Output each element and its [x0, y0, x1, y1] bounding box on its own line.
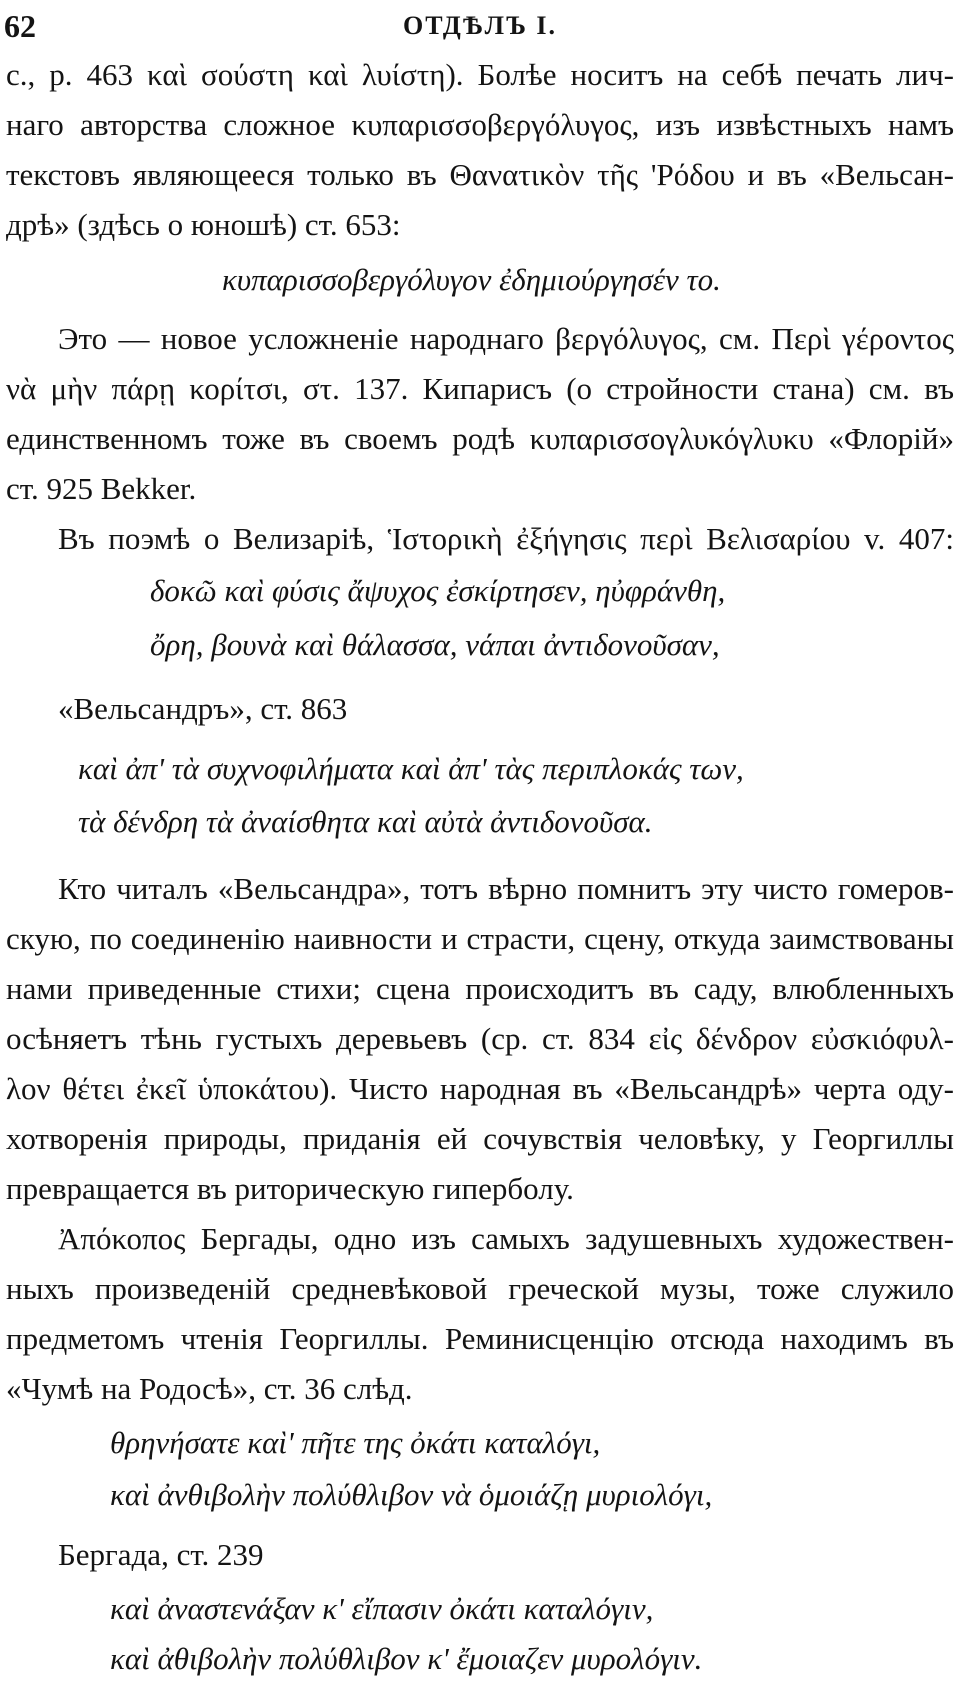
- text-line: нами приведенные стихи; сцена происходитъ въ саду, влюбленныхъ: [6, 971, 954, 1006]
- verse-line: κυπαρισσοβεργόλυγον ἐδημιούργησέν το.: [222, 262, 721, 297]
- running-header: [0, 6, 960, 46]
- text-line: текстовъ являющееся только въ Θανατικὸν τῆς 'Ρόδου и въ «Вельсан-: [6, 157, 954, 192]
- verse-line: δοκῶ καὶ φύσις ἄψυχος ἐσκίρτησεν, ηὐφράνθη,: [150, 573, 726, 608]
- page-number: 62: [4, 8, 36, 44]
- text-line: осѣняетъ тѣнь густыхъ деревьевъ (ср. ст. 834 εἰς δένδρον εὐσκιόφυλ-: [6, 1021, 954, 1056]
- verse-line: καὶ ἀθιβολὴν πολύθλιβον κ' ἔμοιαζεν μυρολόγιν.: [110, 1641, 703, 1676]
- text-line: превращается въ риторическую гиперболу.: [6, 1171, 574, 1206]
- section-title: ОТДѢЛЪ I.: [402, 11, 558, 40]
- text-line: Кто читалъ «Вельсандра», тотъ вѣрно помнитъ эту чисто гомеров-: [58, 871, 954, 906]
- text-line: Это — новое усложненіе народнаго βεργόλυγος, см. Περὶ γέροντος: [58, 321, 954, 356]
- text-line: наго авторства сложное κυπαρισσοβεργόλυγος, изъ извѣстныхъ намъ: [6, 107, 954, 142]
- text-line: с., р. 463 καὶ σούστη καὶ λυίστη). Болѣе носитъ на себѣ печать лич-: [6, 57, 954, 92]
- verse-line: καὶ ἀναστενάξαν κ' εἴπασιν ὀκάτι καταλόγιν,: [110, 1591, 654, 1626]
- text-line: предметомъ чтенія Георгиллы. Реминисценцію отсюда находимъ въ: [6, 1321, 954, 1356]
- text-line: Ἀπόκοπος Бергады, одно изъ самыхъ задушевныхъ художествен-: [58, 1221, 954, 1256]
- text-line: ст. 925 Bekker.: [6, 471, 197, 506]
- text-line: дрѣ» (здѣсь о юношѣ) ст. 653:: [6, 207, 401, 242]
- verse-line: καὶ ἀπ' τὰ συχνοφιλήματα καὶ ἀπ' τὰς περιπλοκάς των,: [78, 751, 744, 786]
- text-line: Бергада, ст. 239: [58, 1537, 264, 1572]
- verse-line: ὄρη, βουνὰ καὶ θάλασσα, νάπαι ἀντιδονοῦσαν,: [150, 627, 720, 662]
- text-line: ныхъ произведеній средневѣковой греческой музы, тоже служило: [6, 1271, 954, 1306]
- text-line: «Чумѣ на Родосѣ», ст. 36 слѣд.: [6, 1371, 413, 1406]
- text-line: «Вельсандръ», ст. 863: [58, 691, 348, 726]
- text-line: единственномъ тоже въ своемъ родѣ κυπαρισσογλυκόγλυκυ «Флорій»: [6, 421, 954, 456]
- text-line: хотворенія природы, приданія ей сочувствія человѣку, у Георгиллы: [6, 1121, 954, 1156]
- verse-line: τὰ δένδρη τὰ ἀναίσθητα καὶ αὐτὰ ἀντιδονοῦσα.: [78, 804, 653, 839]
- verse-line: θρηνήσατε καὶ' πῆτε της ὀκάτι καταλόγι,: [110, 1425, 601, 1460]
- text-line: λον θέτει ἐκεῖ ὑποκάτου). Чисто народная въ «Вельсандрѣ» черта оду-: [6, 1071, 954, 1106]
- text-line: Въ поэмѣ о Велизаріѣ, Ἱστορικὴ ἐξήγησις περὶ Βελισαρίου v. 407:: [58, 521, 954, 556]
- text-line: νὰ μὴν πάρῃ κορίτσι, στ. 137. Кипарисъ (о стройности стана) см. въ: [6, 371, 954, 406]
- verse-line: καὶ ἀνθιβολὴν πολύθλιβον νὰ ὁμοιάζῃ μυριολόγι,: [110, 1477, 713, 1512]
- text-line: скую, по соединенію наивности и страсти, сцену, откуда заимствованы: [6, 921, 954, 956]
